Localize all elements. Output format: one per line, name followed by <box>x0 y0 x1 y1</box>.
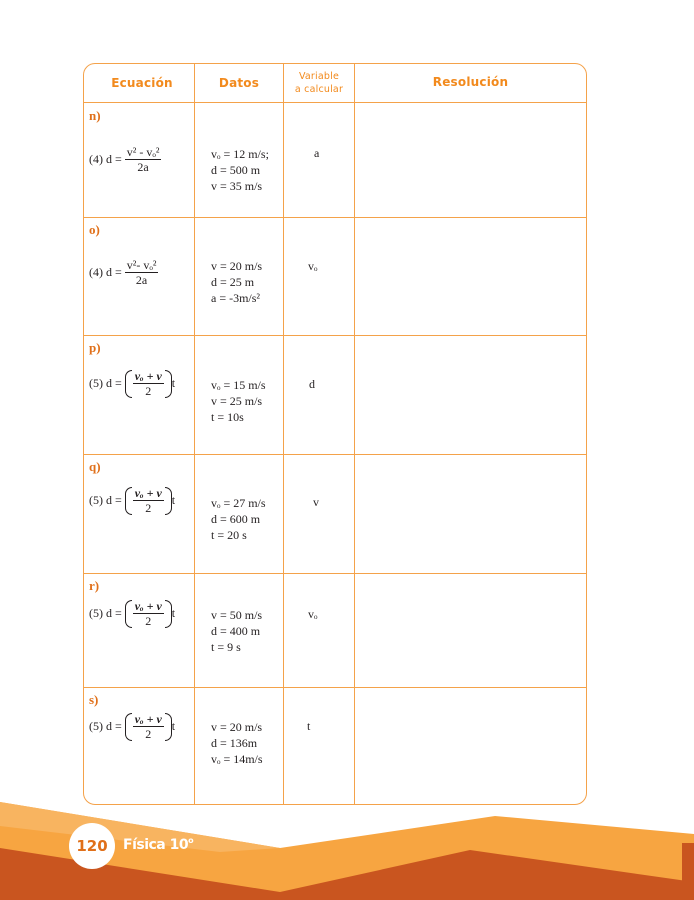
parenthesized-fraction <box>125 370 172 398</box>
row-divider <box>84 573 586 574</box>
datos-list <box>211 377 266 425</box>
variable-to-calculate: a <box>314 146 320 160</box>
header-variable-line1: Variable <box>298 71 340 82</box>
equation-prefix: (5) d = <box>89 375 125 390</box>
header-variable-line2: a calcular <box>294 84 344 95</box>
dato: t = 20 s <box>211 528 247 542</box>
dato: v = 20 m/s <box>211 259 263 273</box>
equation-suffix: t <box>171 492 176 507</box>
equation <box>89 259 158 287</box>
equation <box>89 146 161 174</box>
equation-prefix: (5) d = <box>89 492 125 507</box>
dato: vₒ = 12 m/s; <box>211 147 269 161</box>
equation <box>89 713 175 741</box>
header-divider <box>84 102 586 103</box>
row-divider <box>84 687 586 688</box>
row-label: o) <box>89 222 100 237</box>
equation <box>89 370 175 398</box>
dato: d = 136m <box>211 736 258 750</box>
right-edge-tab <box>682 843 694 900</box>
row-label: q) <box>89 459 101 474</box>
header-variable <box>284 70 354 96</box>
fraction-denominator: 2 <box>145 384 152 398</box>
dato: v = 50 m/s <box>211 608 263 622</box>
variable-to-calculate: d <box>309 377 315 391</box>
header-ecuacion: Ecuación <box>111 76 173 90</box>
dato: d = 400 m <box>211 624 261 638</box>
fraction-numerator: vₒ + v <box>134 369 162 383</box>
equation <box>89 600 175 628</box>
dato: t = 9 s <box>211 640 241 654</box>
row-divider <box>84 335 586 336</box>
equation-prefix: (5) d = <box>89 718 125 733</box>
row-label: p) <box>89 340 101 355</box>
parenthesized-fraction <box>125 487 172 515</box>
equation-suffix: t <box>171 605 176 620</box>
datos-list <box>211 607 262 655</box>
equation <box>89 487 175 515</box>
dato: v = 35 m/s <box>211 179 263 193</box>
dato: a = -3m/s² <box>211 291 261 305</box>
book-title <box>123 836 193 853</box>
dato: t = 10s <box>211 410 244 424</box>
equation-suffix: t <box>171 375 176 390</box>
variable-to-calculate: v <box>313 495 319 509</box>
dato: d = 600 m <box>211 512 261 526</box>
dato: v = 20 m/s <box>211 720 263 734</box>
header-datos: Datos <box>218 76 260 90</box>
dato: d = 500 m <box>211 163 261 177</box>
dato: vₒ = 14m/s <box>211 752 263 766</box>
dato: vₒ = 27 m/s <box>211 496 266 510</box>
row-label: s) <box>89 692 99 707</box>
dato: vₒ = 15 m/s <box>211 378 266 392</box>
fraction-numerator: v²- vₒ² <box>126 258 157 272</box>
equation-prefix: (4) d = <box>89 264 125 279</box>
fraction-numerator: vₒ + v <box>134 599 162 613</box>
equation-suffix: t <box>171 718 176 733</box>
dato: v = 25 m/s <box>211 394 263 408</box>
parenthesized-fraction <box>125 713 172 741</box>
fraction-denominator: 2a <box>135 273 148 287</box>
fraction-denominator: 2 <box>145 501 152 515</box>
row-label: n) <box>89 108 101 123</box>
datos-list <box>211 719 263 767</box>
fraction <box>125 259 159 287</box>
fraction-denominator: 2 <box>145 727 152 741</box>
column-divider <box>354 64 355 804</box>
exercise-table <box>83 63 587 805</box>
header-resolucion: Resolución <box>432 75 509 89</box>
variable-to-calculate: vₒ <box>308 607 318 621</box>
column-divider <box>194 64 195 804</box>
dato: d = 25 m <box>211 275 255 289</box>
row-divider <box>84 217 586 218</box>
equation-prefix: (5) d = <box>89 605 125 620</box>
page-number: 120 <box>69 823 115 869</box>
fraction-numerator: vₒ + v <box>134 486 162 500</box>
variable-to-calculate: vₒ <box>308 259 318 273</box>
fraction <box>125 146 162 174</box>
datos-list <box>211 258 262 306</box>
datos-list <box>211 146 269 194</box>
variable-to-calculate: t <box>307 719 311 733</box>
datos-list <box>211 495 266 543</box>
fraction-numerator: vₒ + v <box>134 712 162 726</box>
fraction-numerator: v² - vₒ² <box>126 145 160 159</box>
book-title-ordinal: o <box>188 836 194 845</box>
fraction-denominator: 2a <box>137 160 149 174</box>
fraction-denominator: 2 <box>145 614 152 628</box>
parenthesized-fraction <box>125 600 172 628</box>
row-divider <box>84 454 586 455</box>
equation-prefix: (4) d = <box>89 151 125 166</box>
row-label: r) <box>89 578 100 593</box>
book-title-text: Física 10 <box>123 837 189 853</box>
column-divider <box>283 64 284 804</box>
